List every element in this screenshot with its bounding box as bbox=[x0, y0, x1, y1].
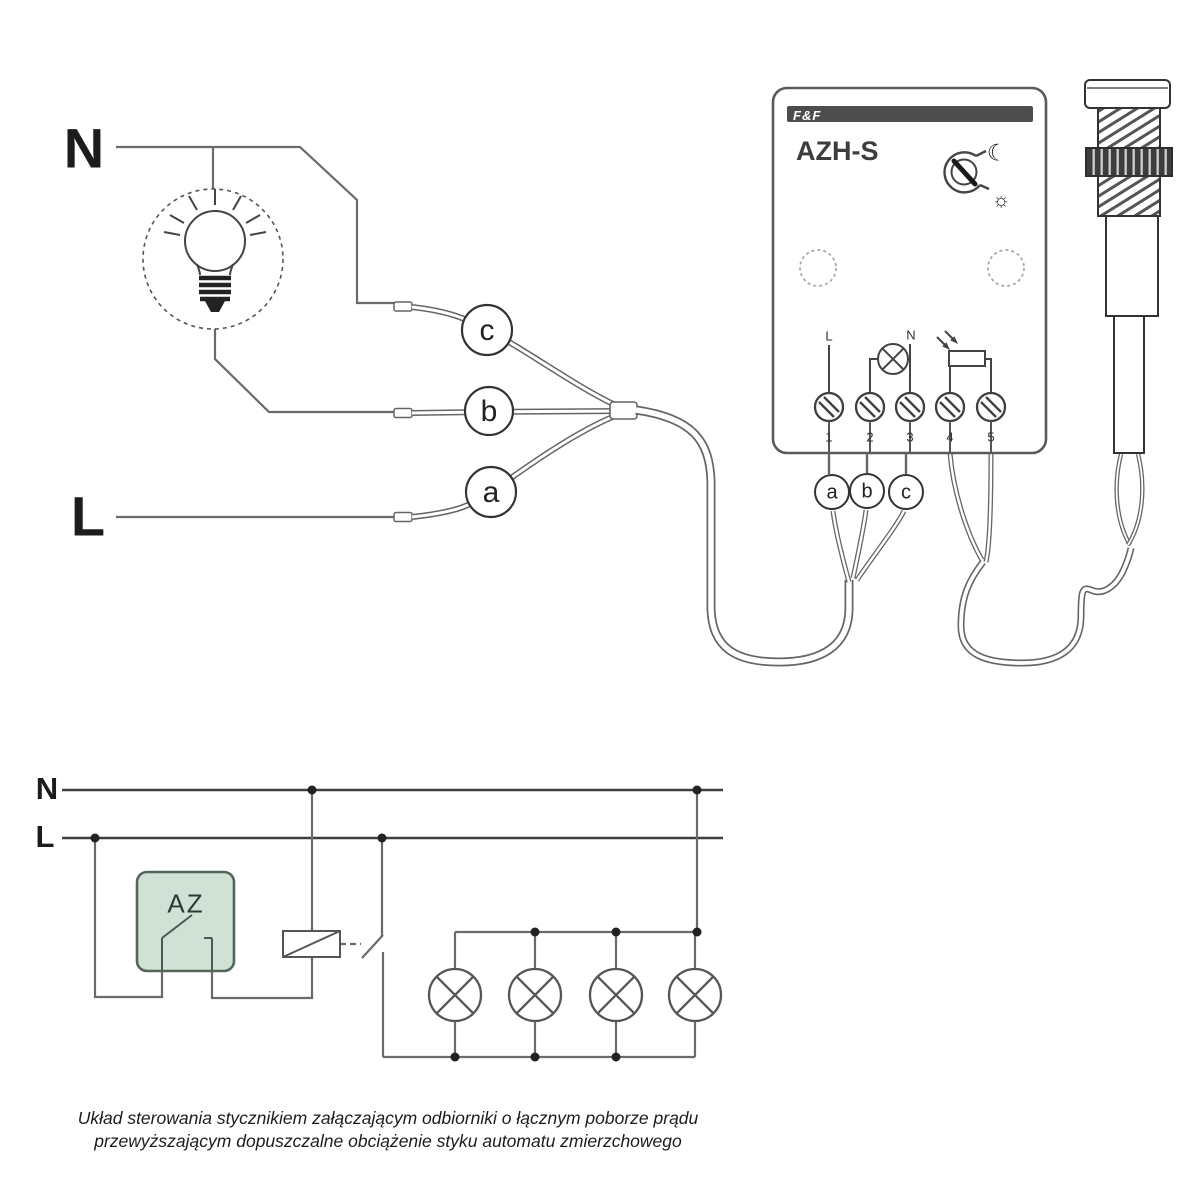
top-phase-label: L bbox=[70, 484, 106, 548]
terminal-number-3: 3 bbox=[906, 429, 914, 445]
az-switch-label: AZ bbox=[167, 888, 205, 919]
load-lamps bbox=[429, 969, 721, 1021]
output-marker-a: a bbox=[826, 481, 838, 504]
terminal-number-2: 2 bbox=[866, 429, 874, 445]
device-model-label: AZH-S bbox=[796, 136, 879, 166]
brand-bar bbox=[787, 106, 1033, 122]
az-switch-box bbox=[137, 872, 234, 971]
caption-line-1: Układ sterowania stycznikiem załączającym odbiorniki o łącznym poborze prądu bbox=[77, 1108, 699, 1128]
sun-icon: ☼ bbox=[991, 189, 1011, 212]
output-stubs bbox=[829, 453, 906, 474]
cable-b bbox=[412, 411, 620, 413]
sensor-cable bbox=[950, 453, 1142, 663]
wire-marker-c: c bbox=[479, 314, 495, 347]
caption-line-2: przewyższającym dopuszczalne obciążenie styku automatu zmierzchowego bbox=[94, 1131, 682, 1151]
cable-sleeve bbox=[610, 402, 637, 419]
top-neutral-label: N bbox=[63, 116, 105, 180]
terminal-neutral-label: N bbox=[906, 327, 916, 343]
light-sensor-probe bbox=[1085, 80, 1172, 453]
terminal-number-1: 1 bbox=[825, 429, 833, 445]
output-marker-c: c bbox=[901, 481, 911, 504]
terminal-number-4: 4 bbox=[946, 429, 954, 445]
schematic-phase-label: L bbox=[35, 819, 55, 854]
contactor-coil bbox=[283, 931, 340, 957]
wire-marker-a: a bbox=[482, 476, 500, 509]
schematic-neutral-label: N bbox=[35, 771, 59, 806]
schematic-lines bbox=[62, 790, 723, 838]
terminal-number-5: 5 bbox=[987, 429, 995, 445]
brand-logo: F&F bbox=[793, 108, 822, 123]
terminal-phase-label: L bbox=[825, 328, 833, 344]
output-marker-b: b bbox=[861, 480, 873, 503]
wire-marker-b: b bbox=[480, 395, 498, 428]
cable-c bbox=[412, 307, 615, 405]
supply-wiring bbox=[116, 147, 394, 517]
wire-ferrules bbox=[394, 302, 412, 522]
lamp-symbol bbox=[143, 189, 283, 329]
cable-fanout bbox=[833, 510, 904, 582]
moon-icon: ☾ bbox=[986, 139, 1008, 166]
